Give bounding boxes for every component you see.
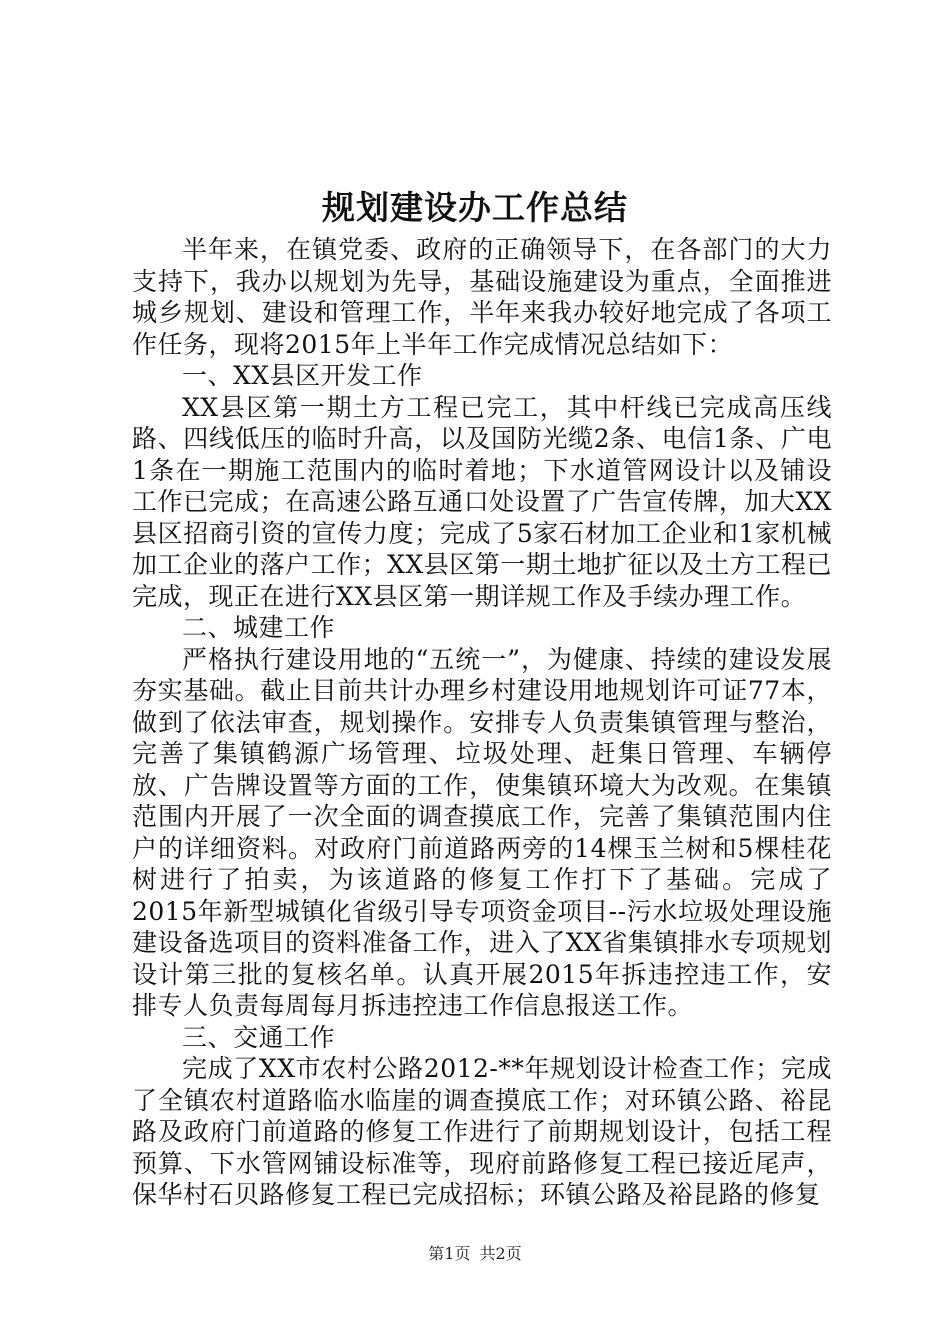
section-heading-transportation: 三、交通工作 (182, 1022, 336, 1052)
page-footer (0, 1242, 950, 1266)
document-title: 规划建设办工作总结 (322, 188, 628, 227)
development-paragraph: XX县区第一期土方工程已完工，其中杆线已完成高压线路、四线低压的临时升高，以及国防光缆2条、电信1条、广电1条在一期施工范围内的临时着地；下水道管网设计以及铺设工作已完成；在高速公路互通口处设置了广告宣传牌，加大XX县区招商引资的宣传力度；完成了5家石材加工企业和1家机械加工企业的落户工作；XX县区第一期土地扩征以及土方工程已完成，现正在进行XX县区第一期详规工作及手续办理工作。 (132, 392, 832, 611)
page-number-total: 共2页 (479, 1244, 522, 1263)
section-heading-urban-construction: 二、城建工作 (182, 613, 336, 642)
section-heading-development: 一、XX县区开发工作 (182, 361, 423, 390)
transportation-paragraph: 完成了XX市农村公路2012-**年规划设计检查工作；完成了全镇农村道路临水临崖的调查摸底工作；对环镇公路、裕昆路及政府门前道路的修复工作进行了前期规划设计，包括工程预算、下水管网铺设标准等，现府前路修复工程已接近尾声，保华村石贝路修复工程已完成招标；环镇公路及裕昆路的修复 (132, 1054, 832, 1209)
page-number-current: 第1页 (428, 1244, 471, 1263)
intro-paragraph: 半年来，在镇党委、政府的正确领导下，在各部门的大力支持下，我办以规划为先导，基础设施建设为重点，全面推进城乡规划、建设和管理工作，半年来我办较好地完成了各项工作任务，现将2015年上半年工作完成情况总结如下： (132, 235, 832, 359)
urban-construction-paragraph: 严格执行建设用地的“五统一”，为健康、持续的建设发展夯实基础。截止目前共计办理乡村建设用地规划许可证77本，做到了依法审查，规划操作。安排专人负责集镇管理与整治，完善了集镇鹤源广场管理、垃圾处理、赶集日管理、车辆停放、广告牌设置等方面的工作，使集镇环境大为改观。在集镇范围内开展了一次全面的调查摸底工作，完善了集镇范围内住户的详细资料。对政府门前道路两旁的14棵玉兰树和5棵桂花树进行了拍卖，为该道路的修复工作打下了基础。完成了2015年新型城镇化省级引导专项资金项目--污水垃圾处理设施建设备选项目的资料准备工作，进入了XX省集镇排水专项规划设计第三批的复核名单。认真开展2015年拆违控违工作，安排专人负责每周每月拆违控违工作信息报送工作。 (132, 644, 832, 1020)
document-body (132, 234, 832, 1211)
